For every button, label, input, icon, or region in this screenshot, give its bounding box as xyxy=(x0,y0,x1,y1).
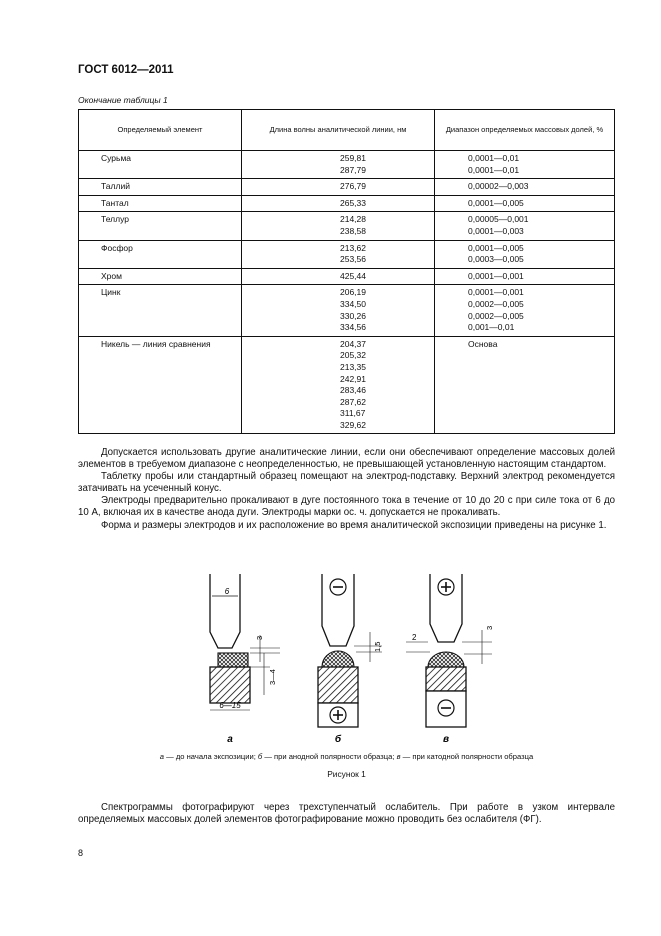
caption-a-text: — до начала экспозиции; xyxy=(164,752,258,761)
table-row xyxy=(79,151,615,179)
dim-gap-v-right: 3 xyxy=(485,625,494,630)
column-header-range: Диапазон определяемых массовых долей, % xyxy=(435,110,615,151)
cell-element: Фосфор xyxy=(79,240,242,268)
wavelength-value: 311,67 xyxy=(340,408,366,419)
cell-ranges xyxy=(435,212,615,240)
range-value: 0,0001—0,005 xyxy=(468,242,524,253)
wavelength-value: 334,50 xyxy=(340,298,366,309)
paragraph-5: Спектрограммы фотографируют через трехступенчатый ослабитель. При работе в узком интервале определяемых массовых долей элементов фотографирование можно проводить без ослабителя (ФГ). xyxy=(78,802,615,826)
figure-caption xyxy=(78,752,615,761)
range-value: 0,0001—0,001 xyxy=(468,270,524,281)
range-value: 0,0001—0,01 xyxy=(468,153,520,163)
panel-label-a: а xyxy=(227,734,233,745)
wavelength-value: 283,46 xyxy=(340,385,366,396)
cell-ranges xyxy=(435,151,615,179)
range-value: 0,0001—0,005 xyxy=(468,197,524,208)
range-value: 0,001—0,01 xyxy=(468,322,515,333)
paragraph-4: Форма и размеры электродов и их расположение во время аналитической экспозиции приведены на рисунке 1. xyxy=(101,519,607,531)
wavelength-value: 242,91 xyxy=(340,373,366,384)
caption-b-text: — при анодной полярности образца; xyxy=(262,752,397,761)
range-value: 0,00005—0,001 xyxy=(468,214,529,225)
wavelength-value: 253,56 xyxy=(340,254,366,265)
page-number: 8 xyxy=(78,848,84,858)
wavelength-value: 265,33 xyxy=(340,197,366,208)
range-value: 0,0002—0,005 xyxy=(468,310,524,321)
document-header: ГОСТ 6012—2011 xyxy=(78,64,174,76)
column-header-element: Определяемый элемент xyxy=(79,110,242,151)
wavelength-value: 276,79 xyxy=(340,181,366,192)
cell-ranges xyxy=(435,285,615,336)
cell-wavelengths xyxy=(242,240,435,268)
range-value: 0,0001—0,01 xyxy=(468,164,520,175)
table-row xyxy=(79,179,615,196)
wavelength-value: 238,58 xyxy=(340,225,366,236)
electrodes-figure xyxy=(200,570,500,746)
caption-a-letter: а xyxy=(159,752,165,761)
caption-b-letter: б xyxy=(257,752,263,761)
cell-element: Таллий xyxy=(79,179,242,196)
cell-ranges xyxy=(435,336,615,434)
dim-top-width: 6 xyxy=(224,587,230,596)
table-caption: Окончание таблицы 1 xyxy=(78,95,168,105)
wavelength-value: 287,79 xyxy=(340,164,366,175)
wavelength-value: 206,19 xyxy=(340,287,366,298)
cell-ranges xyxy=(435,195,615,212)
table-header-row xyxy=(79,110,615,151)
bottom-text xyxy=(78,802,615,826)
cell-wavelengths xyxy=(242,285,435,336)
table-row xyxy=(79,268,615,285)
dim-lower-height: 3—4 xyxy=(268,669,277,685)
cell-element: Хром xyxy=(79,268,242,285)
paragraph-3: Электроды предварительно прокаливают в дуге постоянного тока в течение от 10 до 20 с при силе тока от 6 до 10 А, включая их в качестве анода дуги. Электроды марки ос. ч. допускается не прокаливать. xyxy=(78,495,615,519)
cell-element: Сурьма xyxy=(79,151,242,179)
table-row xyxy=(79,336,615,434)
dim-lower-width: 6—15 xyxy=(219,701,241,710)
cell-element: Теллур xyxy=(79,212,242,240)
cell-wavelengths xyxy=(242,179,435,196)
paragraph-1: Допускается использовать другие аналитические линии, если они обеспечивают определение массовых долей элементов в требуемом диапазоне с неопределенностью, не превышающей установленную настоящим стандартом. xyxy=(78,447,615,471)
wavelength-value: 259,81 xyxy=(340,153,366,163)
cell-ranges xyxy=(435,179,615,196)
wavelength-value: 213,35 xyxy=(340,361,366,372)
range-value: 0,0003—0,005 xyxy=(468,254,524,265)
figure-label: Рисунок 1 xyxy=(327,769,366,779)
dim-gap-v-left: 2 xyxy=(412,633,417,642)
cell-wavelengths xyxy=(242,151,435,179)
electrode-panel-v xyxy=(406,574,494,745)
caption-v-letter: в xyxy=(396,752,401,761)
paragraph-2: Таблетку пробы или стандартный образец помещают на электрод-подставку. Верхний электрод рекомендуется затачивать на усеченный конус. xyxy=(78,471,615,495)
electrode-panel-a xyxy=(210,574,280,745)
range-value: 0,0001—0,001 xyxy=(468,287,524,298)
body-text xyxy=(78,447,615,532)
cell-wavelengths xyxy=(242,336,435,434)
wavelength-value: 214,28 xyxy=(340,214,366,225)
panel-label-b: б xyxy=(334,734,342,745)
wavelength-value: 330,26 xyxy=(340,310,366,321)
wavelength-value: 287,62 xyxy=(340,396,366,407)
wavelength-value: 204,37 xyxy=(340,338,366,349)
column-header-wavelength: Длина волны аналитической линии, нм xyxy=(242,110,435,151)
cell-wavelengths xyxy=(242,195,435,212)
wavelength-value: 213,62 xyxy=(340,242,366,253)
range-value: 0,0002—0,005 xyxy=(468,298,524,309)
cell-element: Цинк xyxy=(79,285,242,336)
table-row xyxy=(79,240,615,268)
table-row xyxy=(79,212,615,240)
cell-ranges xyxy=(435,240,615,268)
cell-ranges xyxy=(435,268,615,285)
table-row xyxy=(79,285,615,336)
cell-element: Тантал xyxy=(79,195,242,212)
range-value: 0,0001—0,003 xyxy=(468,225,524,236)
caption-v-text: — при катодной полярности образца xyxy=(400,752,534,761)
elements-table xyxy=(78,109,615,434)
dim-tip-gap: 3 xyxy=(255,635,264,640)
electrode-panel-b xyxy=(318,574,382,745)
cell-wavelengths xyxy=(242,268,435,285)
wavelength-value: 205,32 xyxy=(340,350,366,361)
cell-wavelengths xyxy=(242,212,435,240)
wavelength-value: 334,56 xyxy=(340,322,366,333)
range-value: 0,00002—0,003 xyxy=(468,181,529,192)
range-value: Основа xyxy=(468,338,498,349)
table-row xyxy=(79,195,615,212)
cell-element: Никель — линия сравнения xyxy=(79,336,242,434)
dim-gap-b: 1,5 xyxy=(373,641,382,652)
wavelength-value: 425,44 xyxy=(340,270,366,281)
panel-label-v: в xyxy=(442,734,450,745)
wavelength-value: 329,62 xyxy=(340,419,366,430)
